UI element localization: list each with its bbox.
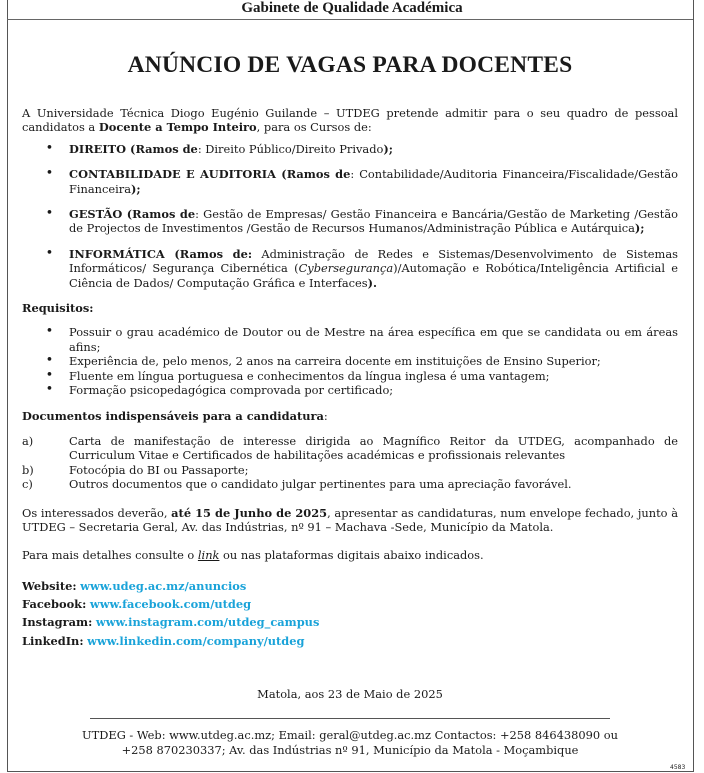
documents-list	[22, 434, 678, 492]
bullet-icon: •	[45, 206, 54, 222]
instagram-link[interactable]: www.instagram.com/utdeg_campus	[95, 615, 320, 630]
list-letter: b)	[22, 462, 34, 477]
header-divider	[7, 19, 693, 20]
website-link[interactable]: www.udeg.ac.mz/anuncios	[80, 578, 247, 593]
frame-left-border	[7, 0, 8, 771]
list-item: • CONTABILIDADE E AUDITORIA (Ramos de: Contabilidade/Auditoria Financeira/Fiscalidade/Gestão Financeira);	[22, 167, 678, 196]
linkedin-row: LinkedIn: www.linkedin.com/company/utdeg	[22, 633, 305, 648]
social-links	[22, 577, 678, 650]
requirements-heading: Requisitos:	[22, 301, 94, 316]
list-item: • DIREITO (Ramos de: Direito Público/Direito Privado);	[22, 142, 678, 156]
page-number: 4583	[670, 764, 686, 771]
list-item: a) Carta de manifestação de interesse dirigida ao Magnífico Reitor da UTDEG, acompanhado de Curriculum Vitae e Certificados de habilitações académicas e profissionais relevantes	[22, 433, 678, 463]
requirements-list	[22, 325, 678, 397]
website-row: Website: www.udeg.ac.mz/anuncios	[22, 578, 247, 593]
more-info-paragraph: Para mais detalhes consulte o link ou nas plataformas digitais abaixo indicados.	[22, 548, 484, 563]
list-item: • INFORMÁTICA (Ramos de: Administração de Redes e Sistemas/Desenvolvimento de Sistemas Informáticos/ Segurança Cibernética (Cybersegurança)/Automação e Robótica/Inteligência Artificial e Ciência de Dados/ Computação Gráfica e Interfaces).	[22, 247, 678, 290]
list-item: • Formação psicopedagógica comprovada por certificado;	[22, 383, 678, 397]
frame-right-border	[693, 0, 694, 771]
frame-bottom-border	[7, 771, 694, 772]
list-item: • GESTÃO (Ramos de: Gestão de Empresas/ Gestão Financeira e Bancária/Gestão de Marketing /Gestão de Projectos de Investimentos /Gestão de Recursos Humanos/Administração Pública e Autárquica);	[22, 207, 678, 236]
list-item: c) Outros documentos que o candidato julgar pertinentes para uma apreciação favorável.	[22, 477, 572, 492]
details-link[interactable]: link	[197, 548, 220, 563]
bullet-icon: •	[45, 382, 54, 398]
list-letter: a)	[22, 433, 34, 448]
bullet-icon: •	[45, 166, 54, 182]
documents-heading: Documentos indispensáveis para a candidatura:	[22, 408, 328, 423]
facebook-link[interactable]: www.facebook.com/utdeg	[89, 597, 252, 612]
date-line: Matola, aos 23 de Maio de 2025	[257, 687, 443, 701]
bullet-icon: •	[45, 367, 54, 383]
intro-paragraph: A Universidade Técnica Diogo Eugénio Guilande – UTDEG pretende admitir para o seu quadro de pessoal candidatos a Docente a Tempo Inteiro, para os Cursos de:	[22, 106, 678, 135]
bullet-icon: •	[45, 353, 54, 369]
list-item: • Fluente em língua portuguesa e conhecimentos da língua inglesa é uma vantagem;	[22, 369, 678, 383]
courses-list	[22, 142, 678, 290]
bullet-icon: •	[45, 324, 54, 340]
position-type: Docente a Tempo Inteiro	[98, 120, 257, 135]
list-item: b) Fotocópia do BI ou Passaporte;	[22, 462, 249, 477]
bullet-icon: •	[45, 140, 54, 156]
footer-contact: UTDEG - Web: www.utdeg.ac.mz; Email: geral@utdeg.ac.mz Contactos: +258 846438090 ou +258 870230337; Av. das Indústrias nº 91, Município da Matola - Moçambique	[82, 728, 618, 757]
office-header: Gabinete de Qualidade Académica	[241, 0, 463, 16]
list-letter: c)	[22, 477, 33, 492]
facebook-row: Facebook: www.facebook.com/utdeg	[22, 597, 252, 612]
page-title: ANÚNCIO DE VAGAS PARA DOCENTES	[127, 52, 573, 78]
list-item: • Experiência de, pelo menos, 2 anos na carreira docente em instituições de Ensino Superior;	[22, 354, 678, 368]
bullet-icon: •	[45, 245, 54, 261]
deadline-date: até 15 de Junho de 2025	[171, 505, 328, 520]
linkedin-link[interactable]: www.linkedin.com/company/utdeg	[87, 633, 305, 648]
instagram-row: Instagram: www.instagram.com/utdeg_campus	[22, 615, 320, 630]
announcement-body	[22, 106, 678, 650]
deadline-paragraph: Os interessados deverão, até 15 de Junho de 2025, apresentar as candidaturas, num envelope fechado, junto à UTDEG – Secretaria Geral, Av. das Indústrias, nº 91 – Machava -Sede, Município da Matola.	[22, 505, 679, 534]
footer-divider	[90, 718, 610, 719]
list-item: • Possuir o grau académico de Doutor ou de Mestre na área específica em que se candidata ou em áreas afins;	[22, 325, 678, 354]
